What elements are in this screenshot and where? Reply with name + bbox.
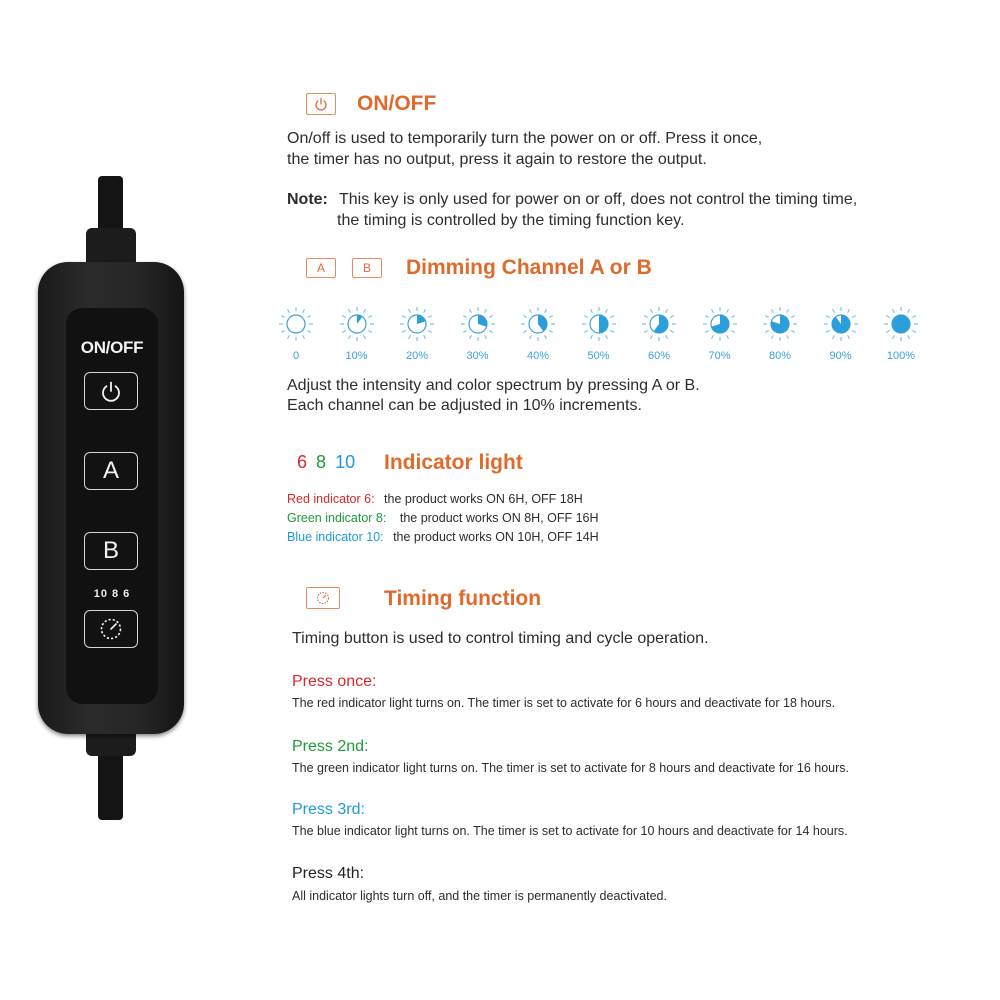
note-label: Note: [287, 191, 328, 208]
power-icon [98, 378, 124, 404]
indicator-number-8: 8 [316, 452, 327, 472]
brightness-level-label: 50% [587, 350, 610, 362]
indicator-blue-row [287, 530, 599, 544]
press-once-label: Press once: [292, 673, 377, 690]
device-timer-button[interactable] [84, 610, 138, 648]
channel-a-icon: A [306, 258, 336, 278]
timer-icon [315, 590, 331, 606]
indicator-red-text: the product works ON 6H, OFF 18H [384, 492, 583, 506]
brightness-level-icon [639, 304, 679, 344]
onoff-line-2: the timer has no output, press it again to restore the output. [287, 151, 707, 168]
cable-top [98, 176, 123, 236]
device-led-labels: 10 8 6 [93, 588, 131, 600]
device-power-button[interactable] [84, 372, 138, 410]
brightness-level-label: 0 [292, 350, 300, 362]
brightness-level-label: 90% [829, 350, 852, 362]
indicator-blue-text: the product works ON 10H, OFF 14H [393, 530, 599, 544]
press-4th-text: All indicator lights turn off, and the timer is permanently deactivated. [292, 889, 667, 903]
brightness-level-icon [518, 304, 558, 344]
brightness-level-label: 70% [708, 350, 731, 362]
press-2nd-text: The green indicator light turns on. The timer is set to activate for 8 hours and deactivate for 16 hours. [292, 761, 850, 775]
note-line-2: the timing is controlled by the timing function key. [337, 212, 685, 229]
press-3rd-label: Press 3rd: [292, 801, 365, 818]
device-title: ON/OFF [80, 338, 144, 357]
power-icon [313, 96, 329, 112]
brightness-level-icon [337, 304, 377, 344]
indicator-numbers [297, 452, 355, 473]
timer-icon-box [306, 587, 340, 609]
indicator-number-6: 6 [297, 452, 308, 472]
press-3rd-text: The blue indicator light turns on. The timer is set to activate for 10 hours and deactivate for 14 hours. [292, 824, 848, 838]
indicator-heading: Indicator light [384, 451, 523, 474]
indicator-red-label: Red indicator 6: [287, 492, 375, 506]
brightness-level-label: 40% [526, 350, 550, 362]
press-4th-label: Press 4th: [292, 865, 365, 882]
timing-heading: Timing function [384, 587, 542, 610]
indicator-green-row [287, 511, 599, 525]
indicator-green-text: the product works ON 8H, OFF 16H [399, 511, 599, 525]
brightness-level-label: 100% [886, 350, 916, 362]
channel-b-icon: B [352, 258, 382, 278]
indicator-red-row [287, 492, 583, 506]
brightness-level-icon [276, 304, 316, 344]
onoff-heading: ON/OFF [357, 92, 437, 115]
dimming-desc-line-1: Adjust the intensity and color spectrum by pressing A or B. [287, 377, 700, 394]
brightness-level-label: 80% [768, 350, 792, 362]
brightness-level-icon [760, 304, 800, 344]
brightness-level-label: 20% [405, 350, 429, 362]
device-button-b[interactable]: B [84, 532, 138, 570]
brightness-level-icon [821, 304, 861, 344]
brightness-level-icon [458, 304, 498, 344]
indicator-number-10: 10 [335, 452, 356, 472]
brightness-level-label: 10% [345, 350, 368, 362]
brightness-level-icon [397, 304, 437, 344]
onoff-line-1: On/off is used to temporarily turn the power on or off. Press it once, [287, 130, 763, 147]
brightness-level-icon [700, 304, 740, 344]
brightness-level-icon [881, 304, 921, 344]
indicator-green-label: Green indicator 8: [287, 511, 387, 525]
dimming-desc-line-2: Each channel can be adjusted in 10% increments. [287, 397, 642, 414]
press-2nd-label: Press 2nd: [292, 738, 369, 755]
timer-icon [97, 615, 125, 643]
brightness-level-label: 30% [466, 350, 489, 362]
brightness-level-label: 60% [647, 350, 671, 362]
dimming-heading: Dimming Channel A or B [406, 256, 652, 279]
timing-intro: Timing button is used to control timing and cycle operation. [292, 630, 709, 647]
brightness-level-icon [579, 304, 619, 344]
device-button-a[interactable]: A [84, 452, 138, 490]
power-icon-box [306, 93, 336, 115]
note-line-1: This key is only used for power on or off, does not control the timing time, [339, 191, 858, 208]
press-once-text: The red indicator light turns on. The timer is set to activate for 6 hours and deactivate for 18 hours. [292, 696, 836, 710]
indicator-blue-label: Blue indicator 10: [287, 530, 384, 544]
